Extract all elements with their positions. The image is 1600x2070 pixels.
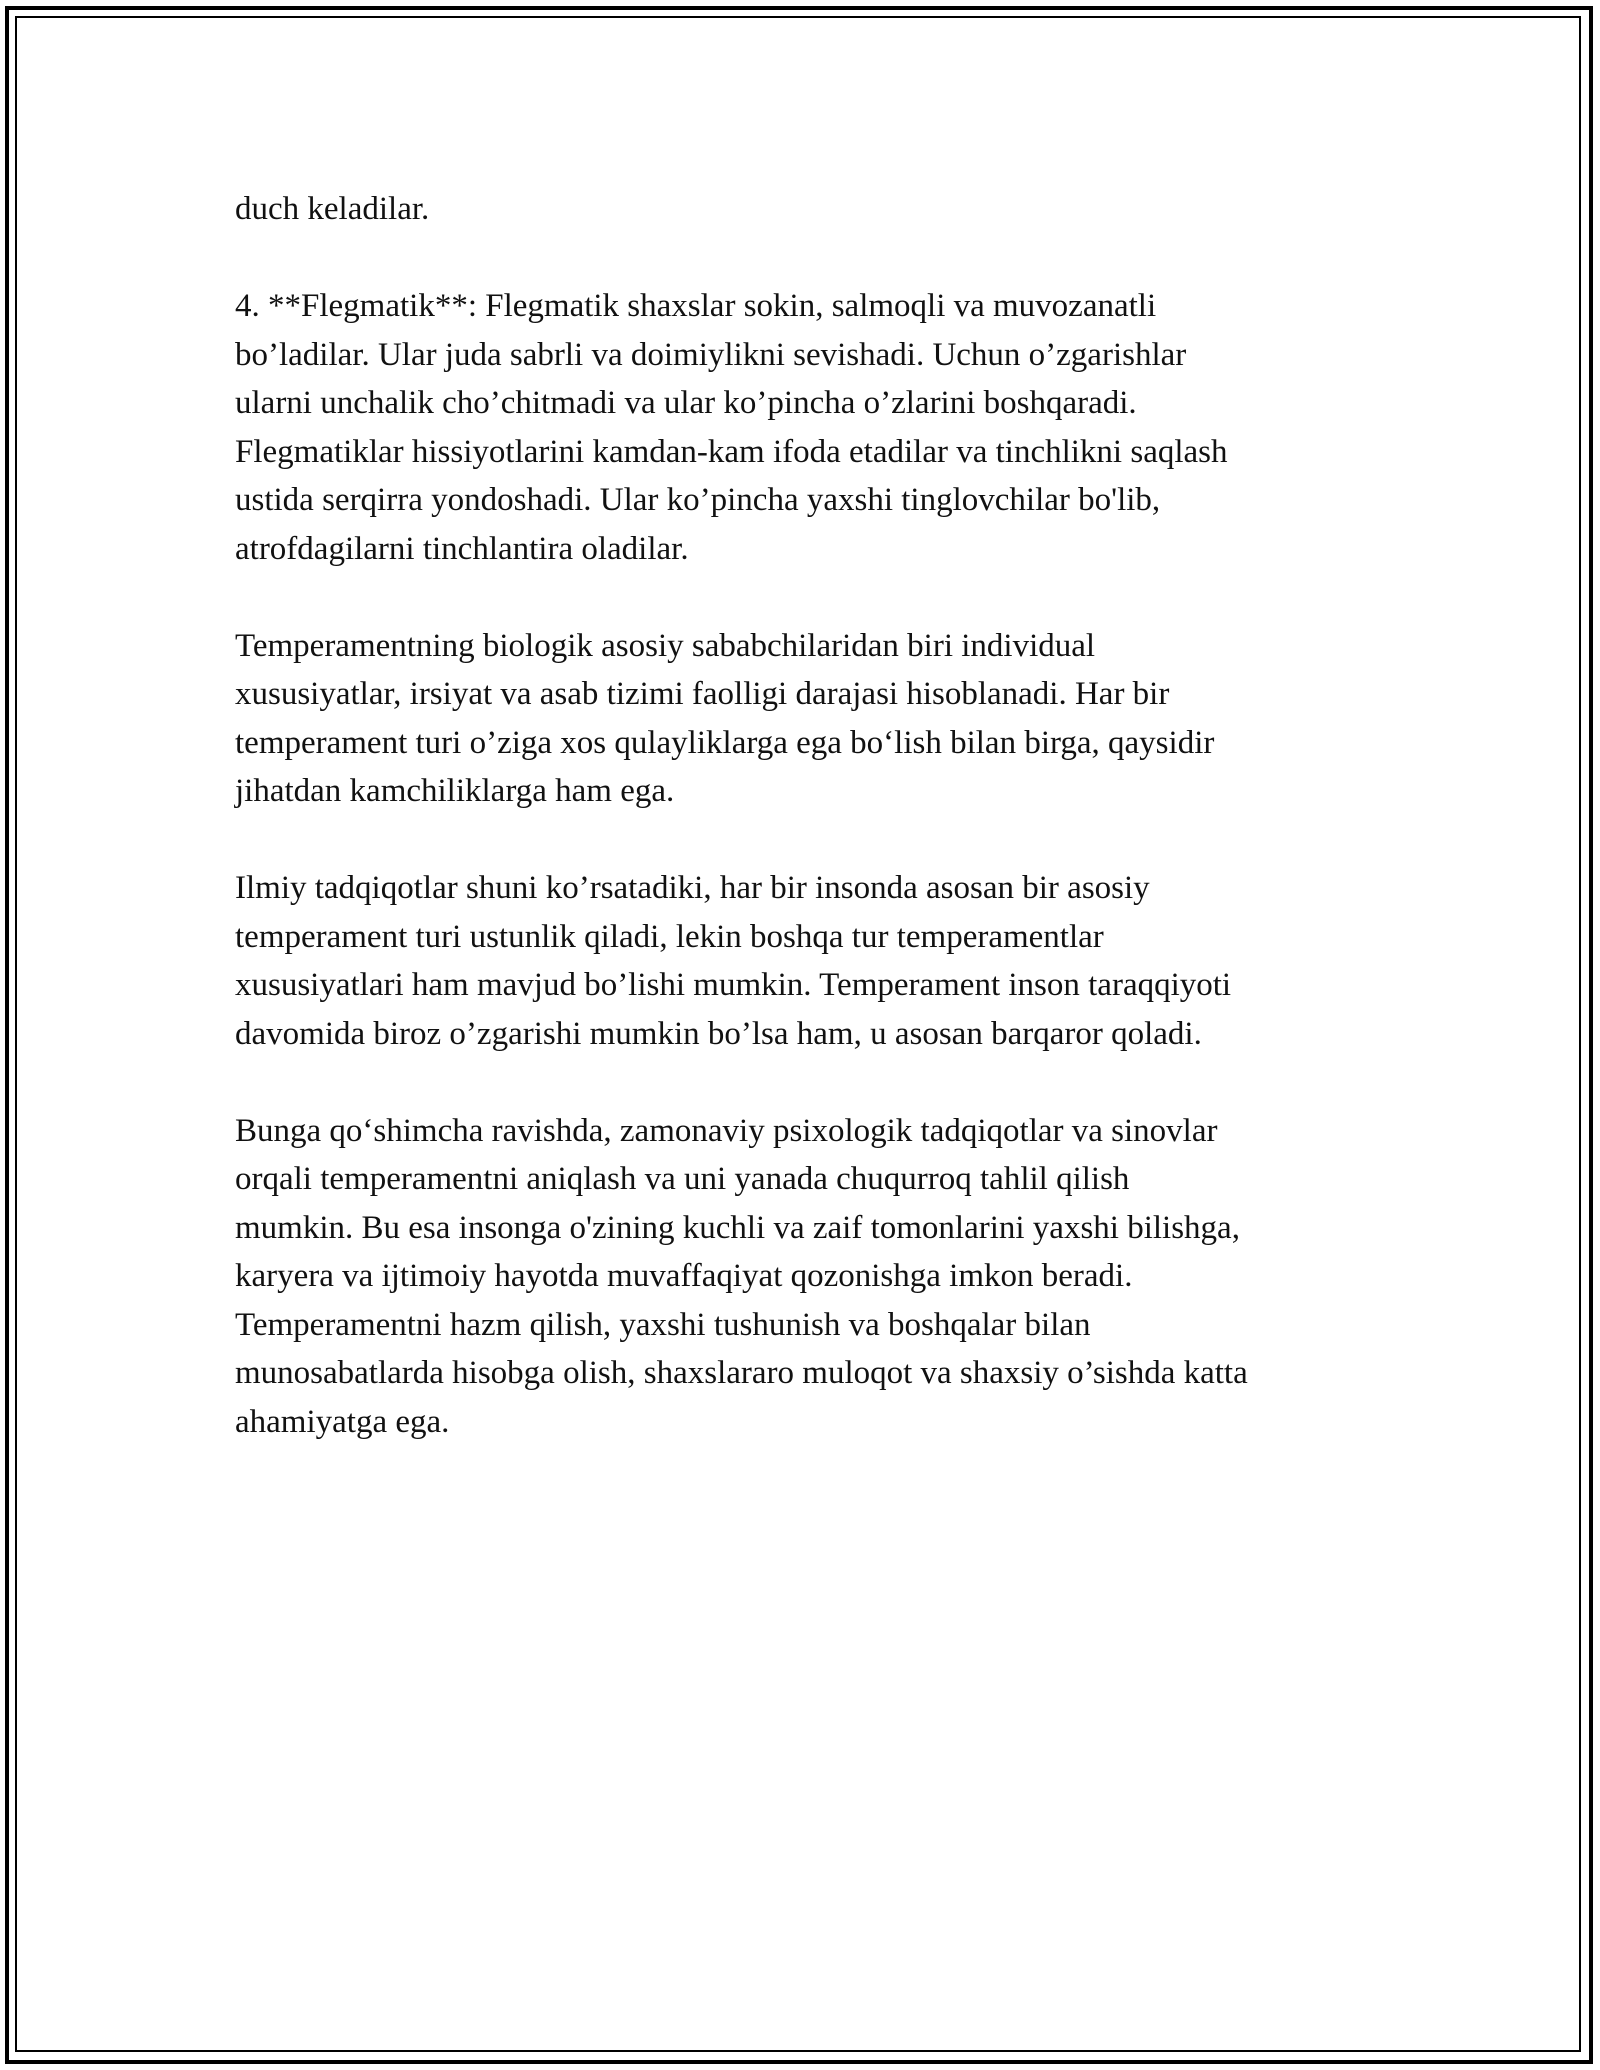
- text-line: temperament turi ustunlik qiladi, lekin boshqa tur temperamentlar: [235, 918, 1104, 955]
- text-line: Temperamentni hazm qilish, yaxshi tushunish va boshqalar bilan: [235, 1306, 1091, 1343]
- text-line: orqali temperamentni aniqlash va uni yanada chuqurroq tahlil qilish: [235, 1161, 1130, 1197]
- text-line: xususiyatlari ham mavjud bo’lishi mumkin. Temperament inson taraqqiyoti: [235, 967, 1232, 1003]
- text-line: xususiyatlar, irsiyat va asab tizimi faolligi darajasi hisoblanadi. Har bir: [235, 676, 1170, 712]
- text-line: bo’ladilar. Ular juda sabrli va doimiylikni sevishadi. Uchun o’zgarishlar: [235, 336, 1187, 373]
- text-line: 4. **Flegmatik**: Flegmatik shaxslar sokin, salmoqli va muvozanatli: [235, 288, 1157, 324]
- paragraph-conclusion: [235, 1107, 1385, 1447]
- document-body: [235, 185, 1385, 1495]
- text-line: davomida biroz o’zgarishi mumkin bo’lsa ham, u asosan barqaror qoladi.: [235, 1015, 1202, 1052]
- text-line: Flegmatiklar hissiyotlarini kamdan-kam ifoda etadilar va tinchlikni saqlash: [235, 433, 1228, 470]
- text-line: atrofdagilarni tinchlantira oladilar.: [235, 530, 689, 567]
- text-line: karyera va ijtimoiy hayotda muvaffaqiyat qozonishga imkon beradi.: [235, 1258, 1133, 1294]
- text-line: ustida serqirra yondoshadi. Ular ko’pincha yaxshi tinglovchilar bo'lib,: [235, 482, 1161, 518]
- text-line: munosabatlarda hisobga olish, shaxslararo muloqot va shaxsiy o’sishda katta: [235, 1355, 1248, 1391]
- paragraph-biological-basis: [235, 622, 1385, 816]
- paragraph-research: [235, 864, 1385, 1058]
- paragraph-continuation: [235, 185, 1385, 234]
- paragraph-flegmatik: [235, 282, 1385, 573]
- text-line: temperament turi o’ziga xos qulayliklarga ega bo‘lish bilan birga, qaysidir: [235, 724, 1215, 761]
- text-line: mumkin. Bu esa insonga o'zining kuchli va zaif tomonlarini yaxshi bilishga,: [235, 1209, 1240, 1246]
- text-line: jihatdan kamchiliklarga ham ega.: [235, 773, 675, 809]
- text-line: Bunga qo‘shimcha ravishda, zamonaviy psixologik tadqiqotlar va sinovlar: [235, 1112, 1218, 1149]
- text-line: Temperamentning biologik asosiy sababchilaridan biri individual: [235, 627, 1096, 664]
- text-line: ularni unchalik cho’chitmadi va ular ko’pincha o’zlarini boshqaradi.: [235, 385, 1137, 421]
- text-line: Ilmiy tadqiqotlar shuni ko’rsatadiki, har bir insonda asosan bir asosiy: [235, 870, 1150, 906]
- text-line: ahamiyatga ega.: [235, 1403, 450, 1440]
- text-line: duch keladilar.: [235, 191, 430, 227]
